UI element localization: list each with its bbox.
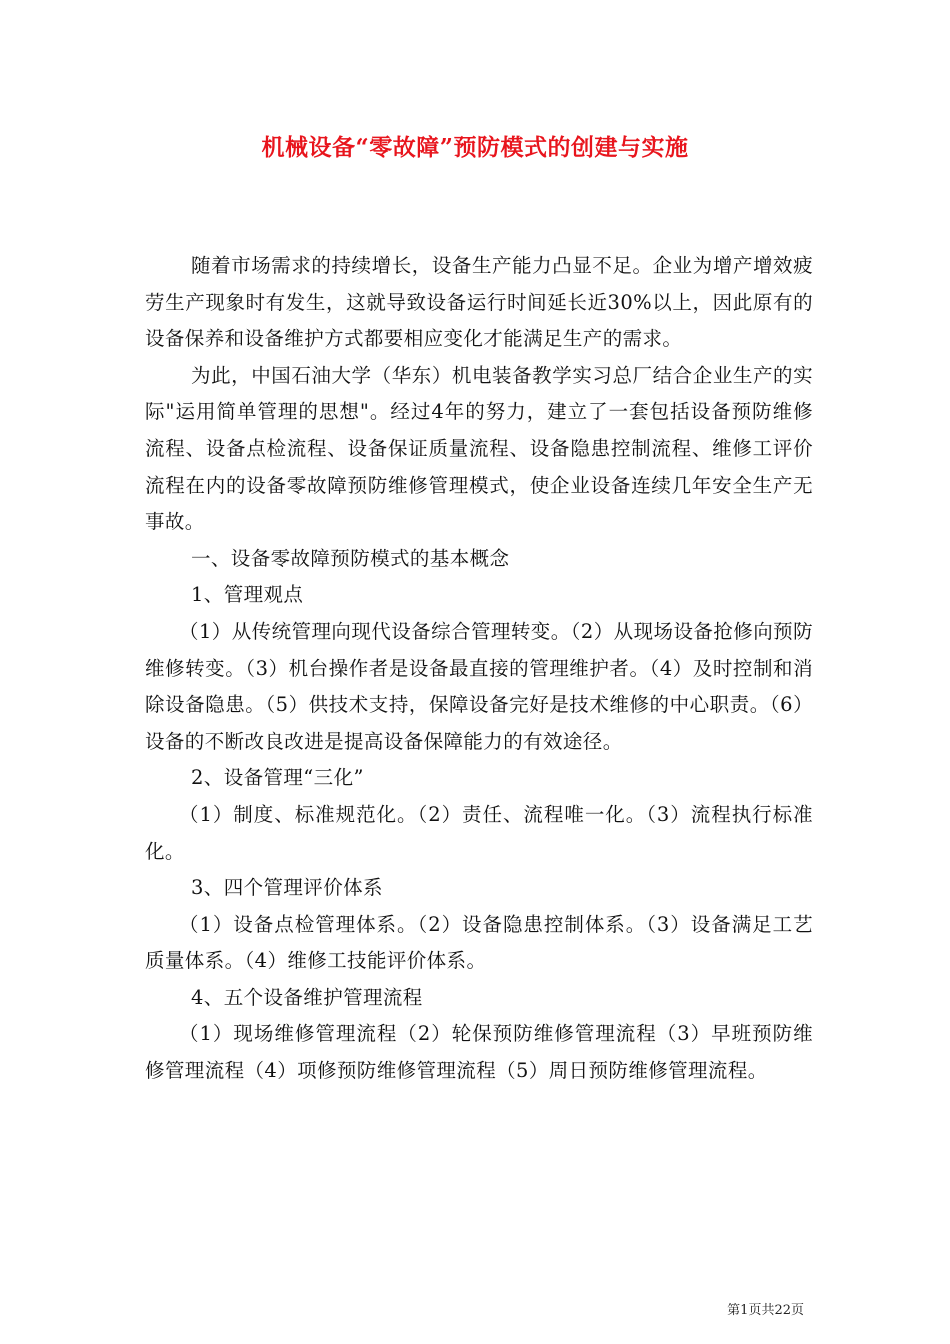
subheading-five-maintenance-processes: 4、五个设备维护管理流程 bbox=[191, 985, 423, 1009]
section-heading-basic-concepts: 一、设备零故障预防模式的基本概念 bbox=[191, 546, 510, 570]
paragraph-five-maintenance-processes: （1）现场维修管理流程（2）轮保预防维修管理流程（3）早班预防维修管理流程（4）项修预防维修管理流程（5）周日预防维修管理流程。 bbox=[145, 1022, 813, 1083]
paragraph-three-modernizations: （1）制度、标准规范化。（2）责任、流程唯一化。（3）流程执行标准化。 bbox=[145, 802, 813, 863]
paragraph-four-evaluation-systems: （1）设备点检管理体系。（2）设备隐患控制体系。（3）设备满足工艺质量体系。（4）维修工技能评价体系。 bbox=[145, 912, 813, 973]
subheading-management-viewpoint: 1、管理观点 bbox=[191, 583, 304, 607]
subheading-four-evaluation-systems: 3、四个管理评价体系 bbox=[191, 876, 383, 900]
page-number-footer: 第1页共22页 bbox=[727, 1303, 804, 1318]
paragraph-management-viewpoint: （1）从传统管理向现代设备综合管理转变。（2）从现场设备抢修向预防维修转变。（3）机台操作者是设备最直接的管理维护者。（4）及时控制和消除设备隐患。（5）供技术支持，保障设备完好是技术维修的中心职责。（6）设备的不断改良改进是提高设备保障能力的有效途径。 bbox=[145, 619, 813, 753]
document-title: 机械设备“零故障”预防模式的创建与实施 bbox=[261, 134, 689, 161]
paragraph-background: 为此，中国石油大学（华东）机电装备教学实习总厂结合企业生产的实际"运用简单管理的思想"。经过4年的努力，建立了一套包括设备预防维修流程、设备点检流程、设备保证质量流程、设备隐患控制流程、维修工评价流程在内的设备零故障预防维修管理模式，使企业设备连续几年安全生产无事故。 bbox=[145, 363, 813, 534]
subheading-three-modernizations: 2、设备管理“三化” bbox=[191, 766, 364, 790]
paragraph-intro: 随着市场需求的持续增长，设备生产能力凸显不足。企业为增产增效疲劳生产现象时有发生，这就导致设备运行时间延长近30%以上，因此原有的设备保养和设备维护方式都要相应变化才能满足生产的需求。 bbox=[145, 254, 813, 351]
document-body bbox=[145, 248, 813, 1090]
